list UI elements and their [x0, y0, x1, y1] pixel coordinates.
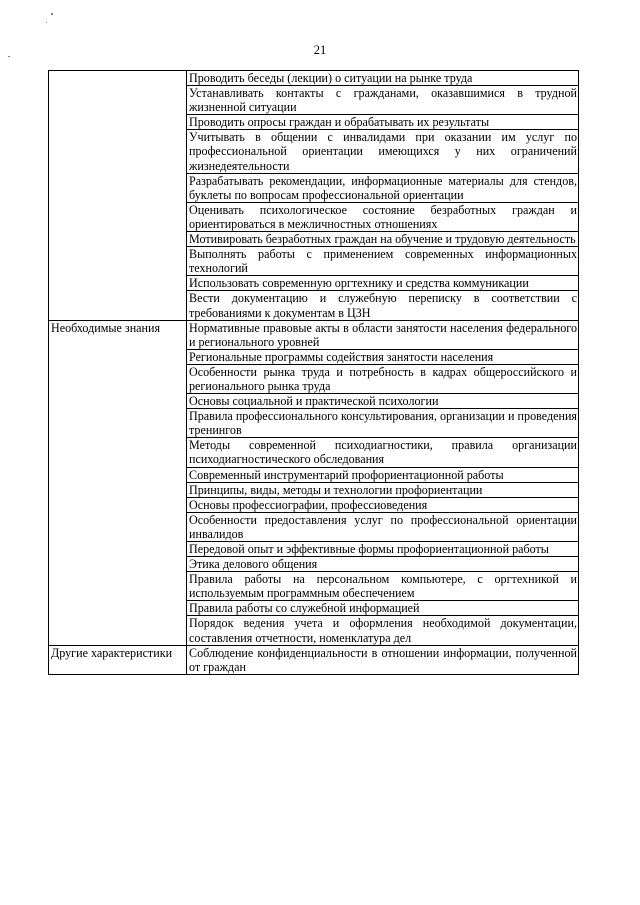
- category-cell-continued: [49, 364, 187, 393]
- requirement-item: Соблюдение конфиденциальности в отношении информации, полученной от граждан: [187, 645, 579, 674]
- requirement-item: Вести документацию и служебную переписку в соответствии с требованиями к документам в ЦЗН: [187, 291, 579, 320]
- category-cell-continued: [49, 438, 187, 467]
- category-cell-continued: [49, 202, 187, 231]
- table-row: [49, 364, 579, 393]
- requirement-item: Правила профессионального консультирования, организации и проведения тренингов: [187, 409, 579, 438]
- requirement-item: Порядок ведения учета и оформления необходимой документации, составления отчетности, номенклатура дел: [187, 616, 579, 645]
- requirement-item: Региональные программы содействия занятости населения: [187, 349, 579, 364]
- category-cell-continued: [49, 616, 187, 645]
- table-row: [49, 86, 579, 115]
- table-row: [49, 349, 579, 364]
- requirement-item: Разрабатывать рекомендации, информационные материалы для стендов, буклеты по вопросам профессиональной ориентации: [187, 173, 579, 202]
- table-row: [49, 276, 579, 291]
- table-row: [49, 601, 579, 616]
- requirement-item: Использовать современную оргтехнику и средства коммуникации: [187, 276, 579, 291]
- table-row: [49, 542, 579, 557]
- requirement-item: Особенности рынка труда и потребность в кадрах общероссийского и регионального рынка труда: [187, 364, 579, 393]
- page-number: 21: [313, 43, 327, 57]
- requirement-item: Принципы, виды, методы и технологии профориентации: [187, 482, 579, 497]
- table-row: [49, 173, 579, 202]
- requirement-item: Проводить беседы (лекции) о ситуации на рынке труда: [187, 71, 579, 86]
- table-row: [49, 202, 579, 231]
- category-cell-continued: [49, 542, 187, 557]
- table-row: [49, 512, 579, 541]
- category-cell-continued: [49, 349, 187, 364]
- table-row: [49, 482, 579, 497]
- table-row: [49, 130, 579, 173]
- requirement-item: Правила работы на персональном компьютере, с оргтехникой и используемым программным обеспечением: [187, 572, 579, 601]
- table-row: [49, 467, 579, 482]
- table-row: [49, 572, 579, 601]
- requirement-item: Передовой опыт и эффективные формы профориентационной работы: [187, 542, 579, 557]
- requirement-item: Особенности предоставления услуг по профессиональной ориентации инвалидов: [187, 512, 579, 541]
- category-cell-continued: [49, 115, 187, 130]
- category-cell-continued: [49, 512, 187, 541]
- requirement-item: Правила работы со служебной информацией: [187, 601, 579, 616]
- category-cell-continued: [49, 394, 187, 409]
- table-row: [49, 557, 579, 572]
- requirements-table: [48, 70, 579, 675]
- requirement-item: Устанавливать контакты с гражданами, оказавшимися в трудной жизненной ситуации: [187, 86, 579, 115]
- table-row: [49, 291, 579, 320]
- requirement-item: Учитывать в общении с инвалидами при оказании им услуг по профессиональной ориентации имеющихся у них ограничений жизнедеятельности: [187, 130, 579, 173]
- table-row: [49, 71, 579, 86]
- category-cell: Другие характеристики: [49, 645, 187, 674]
- table-row: [49, 320, 579, 349]
- scan-speck: [46, 22, 47, 23]
- requirement-item: Современный инструментарий профориентационной работы: [187, 467, 579, 482]
- requirement-item: Основы социальной и практической психологии: [187, 394, 579, 409]
- table-row: [49, 232, 579, 247]
- category-cell-continued: [49, 291, 187, 320]
- category-cell-continued: [49, 409, 187, 438]
- category-cell-continued: [49, 601, 187, 616]
- category-cell-continued: [49, 71, 187, 86]
- requirement-item: Проводить опросы граждан и обрабатывать их результаты: [187, 115, 579, 130]
- table-row: [49, 497, 579, 512]
- table-row: [49, 645, 579, 674]
- category-cell-continued: [49, 173, 187, 202]
- category-cell-continued: [49, 232, 187, 247]
- category-cell-continued: [49, 467, 187, 482]
- requirement-item: Выполнять работы с применением современных информационных технологий: [187, 247, 579, 276]
- table-row: [49, 115, 579, 130]
- category-cell-continued: [49, 86, 187, 115]
- table-row: [49, 409, 579, 438]
- category-cell-continued: [49, 482, 187, 497]
- category-cell-continued: [49, 276, 187, 291]
- requirements-table-body: [49, 71, 579, 675]
- requirement-item: Мотивировать безработных граждан на обучение и трудовую деятельность: [187, 232, 579, 247]
- requirement-item: Методы современной психодиагностики, правила организации психодиагностического обследования: [187, 438, 579, 467]
- table-row: [49, 394, 579, 409]
- requirement-item: Оценивать психологическое состояние безработных граждан и ориентироваться в межличностных отношениях: [187, 202, 579, 231]
- requirement-item: Этика делового общения: [187, 557, 579, 572]
- category-cell-continued: [49, 497, 187, 512]
- table-row: [49, 247, 579, 276]
- category-cell: Необходимые знания: [49, 320, 187, 349]
- table-row: [49, 616, 579, 645]
- category-cell-continued: [49, 247, 187, 276]
- requirement-item: Основы профессиографии, профессиоведения: [187, 497, 579, 512]
- table-row: [49, 438, 579, 467]
- category-cell-continued: [49, 130, 187, 173]
- requirement-item: Нормативные правовые акты в области занятости населения федерального и регионального уровней: [187, 320, 579, 349]
- category-cell-continued: [49, 572, 187, 601]
- category-cell-continued: [49, 557, 187, 572]
- scan-speck: [51, 13, 53, 15]
